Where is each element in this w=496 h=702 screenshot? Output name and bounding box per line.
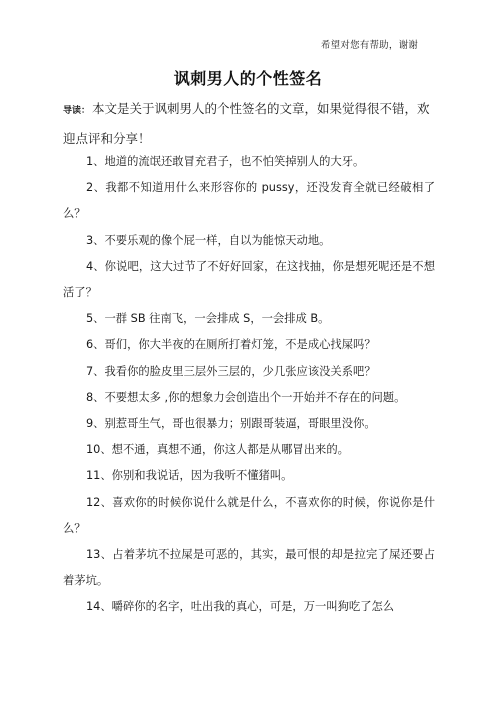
page-title: 讽刺男人的个性签名 [173, 69, 323, 88]
paragraph-6: 6、哥们，你大半夜的在厕所打着灯笼，不是成心找屎吗？ [86, 338, 376, 352]
paragraph-12: 12、喜欢你的时候你说什么就是什么，不喜欢你的时候，你说你是什么？ [63, 495, 435, 535]
paragraph-7: 7、我看你的脸皮里三层外三层的，少几张应该没关系吧？ [86, 364, 376, 378]
paragraph-3: 3、不要乐观的像个屁一样，自以为能惊天动地。 [86, 233, 331, 247]
intro-text: 本文是关于讽刺男人的个性签名的文章，如果觉得很不错，欢迎点评和分享！ [63, 101, 430, 146]
paragraph-11: 11、你别和我说话，因为我听不懂猪叫。 [86, 469, 293, 483]
paragraph-9: 9、别惹哥生气，哥也很暴力；别跟哥装逼，哥眼里没你。 [86, 417, 376, 431]
document-body [63, 149, 435, 621]
header-note: 希望对您有帮助，谢谢 [320, 40, 418, 51]
paragraph-1: 1、地道的流氓还敢冒充君子，也不怕笑掉别人的大牙。 [86, 155, 365, 168]
paragraph-13: 13、占着茅坑不拉屎是可恶的，其实，最可恨的却是拉完了屎还要占着茅坑。 [63, 548, 435, 588]
intro-paragraph [63, 95, 435, 152]
paragraph-2: 2、我都不知道用什么来形容你的 pussy，还没发育全就已经破相了么？ [63, 181, 435, 221]
paragraph-4: 4、你说吧，这大过节了不好好回家，在这找抽，你是想死呢还是不想活了？ [63, 259, 435, 300]
intro-label: 导读： [63, 106, 91, 116]
paragraph-14: 14、嚼碎你的名字，吐出我的真心，可是，万一叫狗吃了怎么 [86, 600, 395, 614]
paragraph-5: 5、一群 SB 往南飞，一会排成 S，一会排成 B。 [86, 312, 330, 326]
paragraph-8: 8、不要想太多 ,你的想象力会创造出个一开始并不存在的问题。 [86, 390, 406, 404]
paragraph-10: 10、想不通，真想不通，你这人都是从哪冒出来的。 [86, 443, 349, 457]
